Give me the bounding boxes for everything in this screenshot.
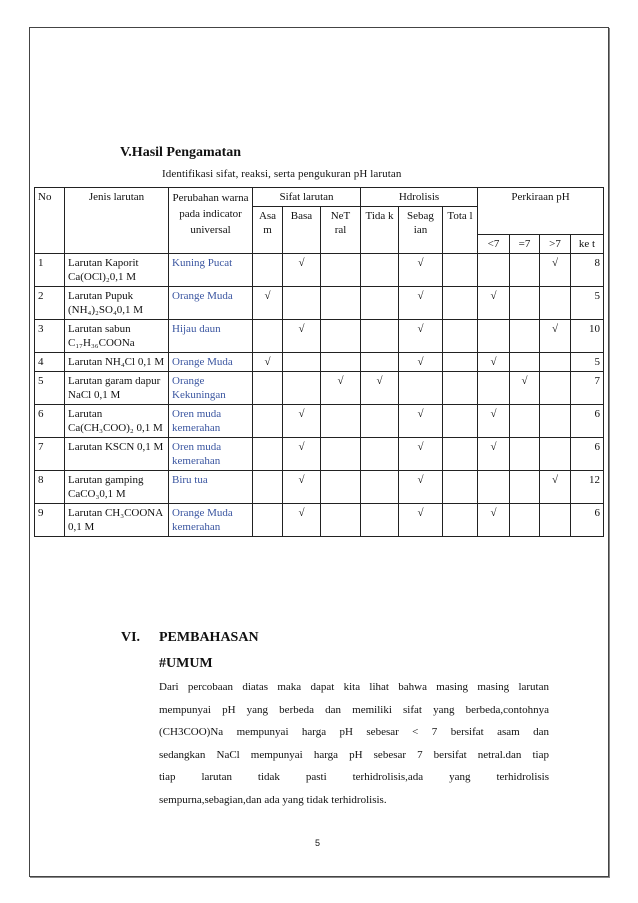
cell-total: [443, 405, 478, 438]
table-row: [35, 405, 604, 438]
cell-lt7: √: [478, 287, 510, 320]
header-asam: Asa m: [253, 207, 283, 254]
cell-indicator-color: Orange Muda: [169, 287, 253, 320]
header-lt7: <7: [478, 235, 510, 254]
cell-eq7: [510, 320, 540, 353]
cell-netral: [321, 471, 361, 504]
cell-gt7: [540, 287, 571, 320]
cell-no: 5: [35, 372, 65, 405]
paragraph-line: sedangkan NaCl mempunyai harga pH sebesar 7 bersifat netral.dan tiap: [159, 748, 549, 761]
cell-eq7: [510, 471, 540, 504]
cell-ket: 6: [571, 405, 604, 438]
cell-asam: [253, 254, 283, 287]
header-total: Tota l: [443, 207, 478, 254]
cell-indicator-color: Oren muda kemerahan: [169, 438, 253, 471]
header-gt7: >7: [540, 235, 571, 254]
cell-asam: [253, 320, 283, 353]
cell-sebagian: √: [399, 320, 443, 353]
cell-gt7: [540, 353, 571, 372]
paragraph-line: tiap larutan tidak pasti terhidrolisis,ada yang terhidrolisis: [159, 771, 549, 783]
cell-tidak: √: [361, 372, 399, 405]
cell-total: [443, 320, 478, 353]
paragraph-line: Dari percobaan diatas maka dapat kita lihat bahwa masing masing larutan: [159, 681, 549, 693]
cell-no: 8: [35, 471, 65, 504]
header-no: No: [35, 188, 65, 254]
cell-ket: 5: [571, 287, 604, 320]
cell-gt7: √: [540, 254, 571, 287]
cell-solution-name: Larutan NH₄Cl 0,1 M: [65, 353, 169, 372]
cell-basa: √: [283, 471, 321, 504]
cell-netral: [321, 504, 361, 537]
cell-indicator-color: Biru tua: [169, 471, 253, 504]
subsection-title-umum: #UMUM: [159, 656, 213, 671]
cell-netral: [321, 353, 361, 372]
header-sifat: Sifat larutan: [253, 188, 361, 207]
cell-eq7: [510, 353, 540, 372]
table-row: [35, 287, 604, 320]
cell-ket: 10: [571, 320, 604, 353]
cell-asam: [253, 438, 283, 471]
header-ket: ke t: [571, 235, 604, 254]
cell-tidak: [361, 320, 399, 353]
header-hidrolisis: Hdrolisis: [361, 188, 478, 207]
cell-asam: [253, 471, 283, 504]
cell-basa: √: [283, 405, 321, 438]
cell-basa: [283, 353, 321, 372]
cell-solution-name: Larutan sabun C₁₇H₃₆COONa: [65, 320, 169, 353]
page-number: 5: [315, 838, 321, 848]
cell-tidak: [361, 504, 399, 537]
cell-gt7: √: [540, 320, 571, 353]
cell-gt7: [540, 372, 571, 405]
header-perkiraan: Perkiraan pH: [478, 188, 604, 235]
cell-lt7: [478, 254, 510, 287]
cell-sebagian: √: [399, 471, 443, 504]
cell-no: 7: [35, 438, 65, 471]
cell-eq7: [510, 254, 540, 287]
header-perubahan: Perubahan warna pada indicator universal: [169, 188, 253, 254]
table-row: [35, 438, 604, 471]
section-title-hasil: V.Hasil Pengamatan: [120, 145, 242, 160]
header-basa: Basa: [283, 207, 321, 254]
cell-lt7: [478, 471, 510, 504]
paragraph-line: mempunyai pH yang berbeda dan memiliki sifat yang berbeda,contohnya: [159, 703, 549, 716]
paragraph-last-line: sempurna,sebagian,dan ada yang tidak terhidrolisis.: [159, 793, 387, 806]
cell-basa: √: [283, 254, 321, 287]
table-caption: Identifikasi sifat, reaksi, serta pengukuran pH larutan: [162, 168, 402, 180]
cell-netral: [321, 438, 361, 471]
cell-no: 4: [35, 353, 65, 372]
cell-netral: [321, 405, 361, 438]
cell-indicator-color: Kuning Pucat: [169, 254, 253, 287]
paragraph-line: (CH3COO)Na mempunyai harga pH sebesar < 7 bersifat asam dan: [159, 726, 549, 738]
table-body: [35, 188, 604, 537]
cell-ket: 6: [571, 504, 604, 537]
cell-netral: [321, 287, 361, 320]
cell-no: 9: [35, 504, 65, 537]
header-jenis: Jenis larutan: [65, 188, 169, 254]
table-row: [35, 504, 604, 537]
cell-indicator-color: Orange Kekuningan: [169, 372, 253, 405]
cell-no: 2: [35, 287, 65, 320]
cell-sebagian: [399, 372, 443, 405]
cell-asam: [253, 504, 283, 537]
header-eq7: =7: [510, 235, 540, 254]
cell-no: 1: [35, 254, 65, 287]
cell-gt7: [540, 438, 571, 471]
cell-ket: 5: [571, 353, 604, 372]
cell-indicator-color: Orange Muda kemerahan: [169, 504, 253, 537]
cell-asam: √: [253, 353, 283, 372]
observation-table: [34, 187, 604, 537]
cell-basa: √: [283, 438, 321, 471]
cell-basa: √: [283, 504, 321, 537]
cell-basa: [283, 287, 321, 320]
cell-tidak: [361, 471, 399, 504]
cell-no: 6: [35, 405, 65, 438]
cell-sebagian: √: [399, 504, 443, 537]
cell-tidak: [361, 405, 399, 438]
cell-total: [443, 504, 478, 537]
cell-tidak: [361, 438, 399, 471]
cell-ket: 7: [571, 372, 604, 405]
cell-sebagian: √: [399, 287, 443, 320]
cell-eq7: √: [510, 372, 540, 405]
cell-lt7: √: [478, 353, 510, 372]
cell-gt7: [540, 504, 571, 537]
table-row: [35, 372, 604, 405]
cell-solution-name: Larutan Kaporit Ca(OCl)₂0,1 M: [65, 254, 169, 287]
section-title-pembahasan: PEMBAHASAN: [159, 630, 259, 645]
cell-solution-name: Larutan gamping CaCO₃0,1 M: [65, 471, 169, 504]
cell-indicator-color: Hijau daun: [169, 320, 253, 353]
cell-gt7: √: [540, 471, 571, 504]
cell-asam: √: [253, 287, 283, 320]
cell-solution-name: Larutan Ca(CH₃COO)₂ 0,1 M: [65, 405, 169, 438]
header-netral: NeT ral: [321, 207, 361, 254]
cell-tidak: [361, 353, 399, 372]
cell-tidak: [361, 287, 399, 320]
cell-ket: 12: [571, 471, 604, 504]
cell-basa: [283, 372, 321, 405]
cell-asam: [253, 372, 283, 405]
cell-solution-name: Larutan CH₃COONA 0,1 M: [65, 504, 169, 537]
cell-netral: √: [321, 372, 361, 405]
table-row: [35, 320, 604, 353]
cell-solution-name: Larutan garam dapur NaCl 0,1 M: [65, 372, 169, 405]
cell-total: [443, 353, 478, 372]
cell-eq7: [510, 287, 540, 320]
cell-sebagian: √: [399, 438, 443, 471]
cell-total: [443, 254, 478, 287]
header-tidak: Tida k: [361, 207, 399, 254]
cell-solution-name: Larutan KSCN 0,1 M: [65, 438, 169, 471]
header-sebagian: Sebag ian: [399, 207, 443, 254]
cell-total: [443, 471, 478, 504]
cell-lt7: √: [478, 504, 510, 537]
cell-lt7: [478, 320, 510, 353]
cell-eq7: [510, 438, 540, 471]
cell-no: 3: [35, 320, 65, 353]
cell-sebagian: √: [399, 254, 443, 287]
cell-eq7: [510, 405, 540, 438]
cell-lt7: √: [478, 438, 510, 471]
cell-total: [443, 287, 478, 320]
table-row: [35, 353, 604, 372]
cell-sebagian: √: [399, 353, 443, 372]
cell-asam: [253, 405, 283, 438]
table-row: [35, 471, 604, 504]
cell-lt7: [478, 372, 510, 405]
section-number-vi: VI.: [121, 630, 141, 645]
cell-netral: [321, 254, 361, 287]
cell-solution-name: Larutan Pupuk (NH₄)₂SO₄0,1 M: [65, 287, 169, 320]
cell-ket: 6: [571, 438, 604, 471]
cell-indicator-color: Orange Muda: [169, 353, 253, 372]
cell-tidak: [361, 254, 399, 287]
cell-basa: √: [283, 320, 321, 353]
cell-netral: [321, 320, 361, 353]
cell-ket: 8: [571, 254, 604, 287]
cell-sebagian: √: [399, 405, 443, 438]
discussion-paragraph: [159, 676, 549, 811]
cell-total: [443, 372, 478, 405]
cell-total: [443, 438, 478, 471]
table-row: [35, 254, 604, 287]
cell-lt7: √: [478, 405, 510, 438]
cell-indicator-color: Oren muda kemerahan: [169, 405, 253, 438]
cell-gt7: [540, 405, 571, 438]
cell-eq7: [510, 504, 540, 537]
table-header-row: [35, 188, 604, 207]
